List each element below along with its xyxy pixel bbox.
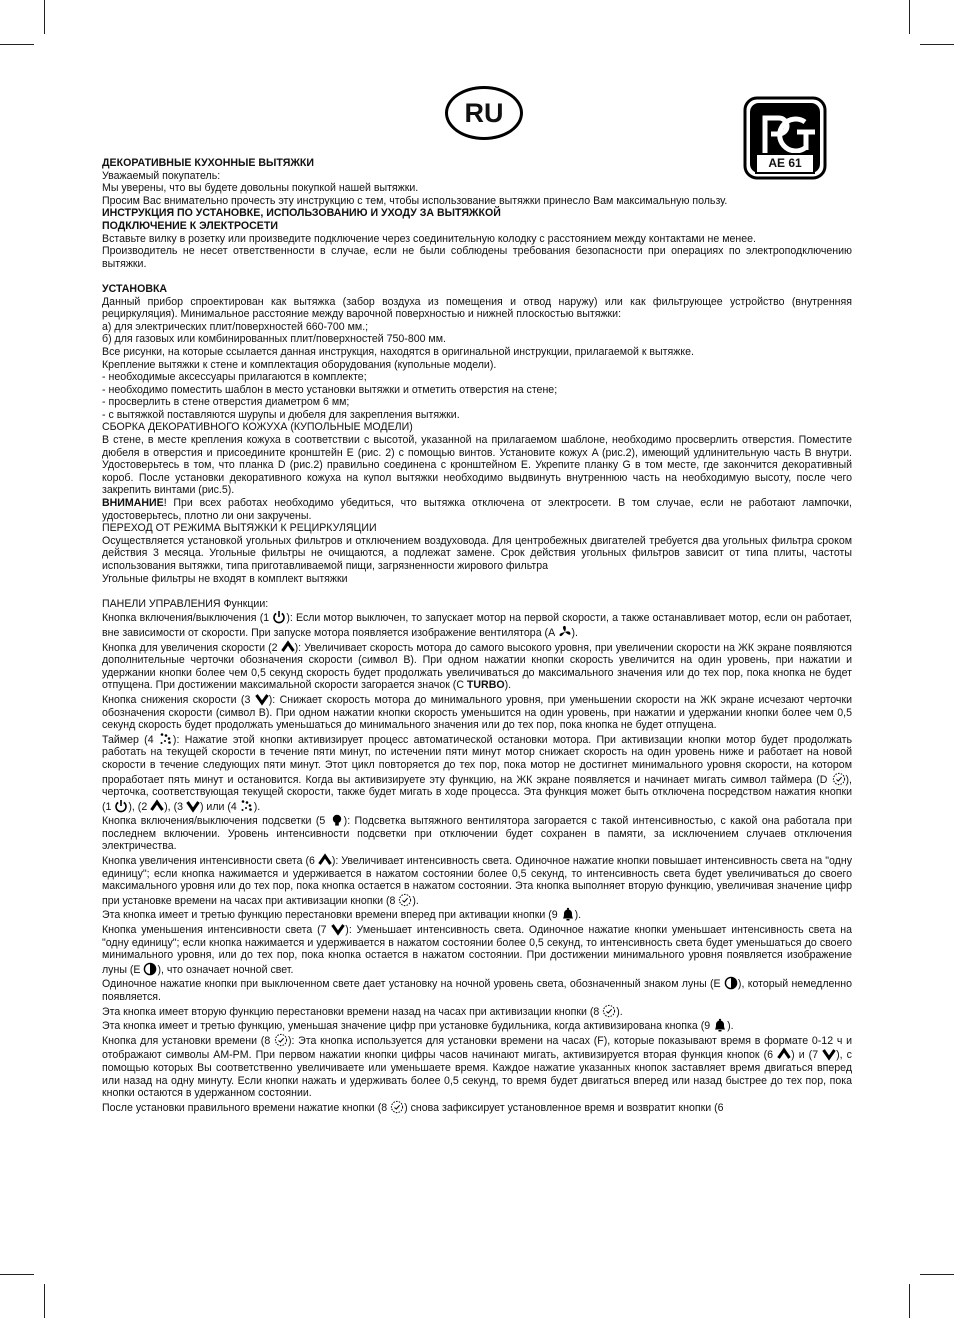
list-item: - просверлить в стене отверстия диаметром 6 мм; (102, 396, 350, 409)
paragraph: Данный прибор спроектирован как вытяжка (забор воздуха из помещения и отвод наружу) или как фильтрующее устройство (внутренняя рециркуляция). Минимальное расстояние между варочной поверхностью и нижней плоскостью вытяжки: (102, 295, 852, 321)
chevron-up-icon (150, 799, 164, 813)
paragraph: Кнопка включения/выключения подсветки (5 ): Подсветка вытяжного вентилятора загорается с такой интенсивностью, с какой она работала при последнем включении. Уровень интенсивности подсветки при отключении будет сохранен в памяти, за исключением случаев отключения электричества. (102, 815, 853, 853)
turbo-label: TURBO (466, 679, 505, 692)
crop-mark (920, 44, 954, 45)
paragraph: Кнопка для увеличения скорости (2 ): Увеличивает скорость мотора до самого высокого уровня, при увеличении скорости на ЖК экране появляются дополнительные черточки обозначения скорости (символ B). При одном нажатии кнопки скорость увеличится на один уровень, при нажатии и удержании кнопки более чем 0,5 секунд скорость будет продолжать увеличиваться до максимального значения или до тех пор, пока кнопка не будет отпущена. При достижении максимальной скорости загорается значок (C TURBO). (102, 641, 852, 692)
paragraph: Мы уверены, что вы будете довольны покупкой нашей вытяжки. (102, 182, 419, 195)
paragraph: Осуществляется установкой угольных фильтров и отключением воздуховода. Для центробежных двигателей требуется два угольных фильтра сроком действия 3 месяца. Угольные фильтры не очищаются, а подлежат замене. Срок действия угольных фильтров зависит от типа плиты, частоты использования вытяжки, типа приготавливаемой пищи, загрязненности жирового фильтра (102, 534, 852, 572)
paragraph: Просим Вас внимательно прочесть эту инструкцию с тем, чтобы использование вытяжки принесло Вам максимальную пользу. (102, 194, 728, 207)
chevron-down-icon (255, 692, 269, 706)
chevron-up-icon (318, 853, 332, 867)
moon-icon (724, 976, 738, 990)
chevron-down-icon (186, 799, 200, 813)
power-icon (114, 799, 128, 813)
alarm-bell-icon (561, 907, 575, 921)
paragraph: Крепление вытяжки к стене и комплектация оборудования (купольные модели). (102, 358, 497, 371)
clock-icon (398, 893, 412, 907)
paragraph: Кнопка для установки времени (8 ): Эта кнопка используется для установки времени на часах (F), которые показывают время в формате 0-12 ч и отображают символы AM-PM. При первом нажатии кнопки цифры часов начинают мигать, активизируется вторая функция кнопок (6 ) и (7 ), с помощью которых Вы соответственно увеличиваете или уменьшаете время. Каждое нажатие указанных кнопок заставляет время двигаться вперед или назад на одну минуту. Если кнопки нажать и удерживать более 0,5 секунд, то время будет двигаться вперед или назад быстрее до тех пор, пока кнопки остаются в удержанном состоянии. (102, 1034, 852, 1100)
paragraph: Таймер (4 ): Нажатие этой кнопки активизирует процесс автоматической остановки мотора. При активизации кнопки мотор будет продолжать работать на текущей скорости в течение пяти минут, по истечении пяти минут мотор снижает скорость на один уровень ниже и работает на новой скорости в течение следующих пяти минут. Этот цикл повторяется до тех пор, пока мотор не достигнет минимального уровня скорости, на котором проработает пять минут и остановится. Когда вы активизируете эту функцию, на ЖК экране появляется и начинает мигать символ таймера (D ), черточка, соответствующая текущей скорости, также будет мигать в ходе процесса. Эта функция может быть отключена посредством нажатия кнопки (1 ), (2 ), (3 ) или (4 ). (102, 733, 852, 813)
power-icon (272, 610, 286, 624)
paragraph: Кнопка увеличения интенсивности света (6 ): Увеличивает интенсивность света. Одиночное нажатие кнопки повышает интенсивность света на "одну единицу"; если кнопка нажимается и удерживается в нажатом состоянии более 0,5 секунд, то интенсивность света будет увеличиваться до своего максимального уровня или до тех пор, пока кнопка остается в нажатом состоянии. Эта кнопка выполняет вторую функцию, увеличивая значение цифр при установке времени на часах при активизации кнопки (8 ). (102, 855, 852, 907)
attention-label: ВНИМАНИЕ (102, 497, 164, 510)
alarm-bell-icon (713, 1018, 727, 1032)
section-heading: ПАНЕЛИ УПРАВЛЕНИЯ Функции: (102, 597, 269, 610)
paragraph: б) для газовых или комбинированных плит/поверхностей 750-800 мм. (102, 333, 446, 346)
certification-code: AE 61 (755, 153, 815, 174)
section-heading: ПОДКЛЮЧЕНИЕ К ЭЛЕКТРОСЕТИ (102, 219, 278, 232)
crop-mark (44, 0, 45, 34)
language-badge: RU (445, 86, 523, 140)
light-icon (330, 813, 344, 827)
clock-icon (832, 772, 846, 786)
moon-icon (143, 962, 157, 976)
clock-icon (390, 1100, 404, 1114)
paragraph: Одиночное нажатие кнопки при выключенном свете дает установку на ночной уровень света, обозначенный знаком луны (E ), который немедленно появляется. (102, 978, 852, 1003)
section-heading: УСТАНОВКА (102, 282, 168, 295)
clock-icon (274, 1033, 288, 1047)
list-item: - с вытяжкой поставляются шурупы и дюбеля для закрепления вытяжки. (102, 408, 460, 421)
paragraph: Кнопка включения/выключения (1 ): Если мотор выключен, то запускает мотор на первой скорости, а также останавливает мотор, если он работает, вне зависимости от скорости. При запуске мотора появляется изображение вентилятора (A ). (102, 612, 852, 639)
crop-mark (909, 0, 910, 34)
chevron-down-icon (331, 922, 345, 936)
paragraph: Эта кнопка имеет и третью функцию перестановки времени вперед при активации кнопки (9 ). (102, 909, 582, 922)
paragraph: Кнопка уменьшения интенсивности света (7 ): Уменьшает интенсивность света. Одиночное нажатие кнопки уменьшает интенсивность света на "одну единицу"; если кнопка нажимается и удерживается в нажатом состоянии более 0,5 секунд, то интенсивность света будет уменьшаться до своего минимального уровня, или до тех пор, пока кнопка остается в нажатом состоянии. При достижении минимального уровня появляется изображение луны (E ), что означает ночной свет. (102, 924, 852, 976)
paragraph: В стене, в месте крепления кожуха в соответствии с высотой, указанной на прилагаемом шаблоне, необходимо просверлить отверстия. Поместите дюбеля в отверстия и присоедините кронштейн E (рис. 2) с помощью винтов. Установите кожух A (рис.2), имеющий удлинительную часть B внутри. Удостоверьтесь в том, что планка D (рис.2) правильно соединена с кронштейном E. Укрепите планку G в том месте, где закончится декоративный короб. После установки декоративного кожуха на купол вытяжки необходимо выдвинуть внутреннюю часть на необходимую высоту, после чего закрепить винтами (рис.5). (102, 434, 852, 497)
crop-mark (920, 1274, 954, 1275)
chevron-down-icon (822, 1047, 836, 1061)
fan-icon (558, 625, 572, 639)
paragraph: Эта кнопка имеет и третью функцию, уменьшая значение цифр при установке будильника, когда активизирована кнопка (9 ). (102, 1020, 734, 1033)
timer-icon (159, 732, 173, 746)
list-item: - необходимые аксессуары прилагаются в комплекте; (102, 371, 367, 384)
instruction-text (102, 157, 852, 1114)
list-item: - необходимо поместить шаблон в место установки вытяжки и отметить отверстия на стене; (102, 383, 558, 396)
crop-mark (0, 44, 34, 45)
document-title: ДЕКОРАТИВНЫЕ КУХОННЫЕ ВЫТЯЖКИ (102, 157, 314, 169)
section-heading: ИНСТРУКЦИЯ ПО УСТАНОВКЕ, ИСПОЛЬЗОВАНИЮ И УХОДУ ЗА ВЫТЯЖКОЙ (102, 207, 501, 220)
paragraph: Кнопка снижения скорости (3 ): Снижает скорость мотора до минимального уровня, при уменьшении скорости на ЖК экране исчезают черточки обозначения скорости (символ B). При одном нажатии кнопки скорость уменьшится на один уровень, при нажатии и удержании кнопки более чем 0,5 секунд скорость будет продолжать уменьшаться до минимального значения или до тех пор, пока кнопка не будет отпущена. (102, 693, 852, 732)
paragraph: Эта кнопка имеет вторую функцию перестановки времени назад на часах при активизации кнопки (8 ). (102, 1005, 623, 1018)
paragraph: Угольные фильтры не входят в комплект вытяжки (102, 572, 348, 585)
paragraph: После установки правильного времени нажатие кнопки (8 ) снова зафиксирует установленное время и возвратит кнопки (6 (102, 1101, 724, 1114)
greeting: Уважаемый покупатель: (102, 169, 221, 182)
chevron-up-icon (281, 640, 295, 654)
paragraph: а) для электрических плит/поверхностей 660-700 мм.; (102, 320, 369, 333)
crop-mark (44, 1284, 45, 1318)
chevron-up-icon (777, 1047, 791, 1061)
paragraph: Вставьте вилку в розетку или произведите подключение через соединительную колодку с расстоянием между контактами не менее. (102, 232, 756, 245)
timer-icon (240, 799, 254, 813)
paragraph: ВНИМАНИЕ! При всех работах необходимо убедиться, что вытяжка отключена от электросети. В том случае, если не работают лампочки, удостоверьтесь, плотно ли они закручены. (102, 497, 852, 522)
crop-mark (0, 1274, 34, 1275)
paragraph: Производитель не несет ответственности в случае, если не были соблюдены требования безопасности при операциях по электроподключению вытяжки. (102, 245, 852, 270)
paragraph: Все рисунки, на которые ссылается данная инструкция, находятся в оригинальной инструкции, прилагаемой к вытяжке. (102, 345, 694, 358)
crop-mark (909, 1284, 910, 1318)
clock-icon (602, 1004, 616, 1018)
section-heading: ПЕРЕХОД ОТ РЕЖИМА ВЫТЯЖКИ К РЕЦИРКУЛЯЦИИ (102, 522, 377, 535)
section-heading: СБОРКА ДЕКОРАТИВНОГО КОЖУХА (КУПОЛЬНЫЕ МОДЕЛИ) (102, 421, 413, 434)
